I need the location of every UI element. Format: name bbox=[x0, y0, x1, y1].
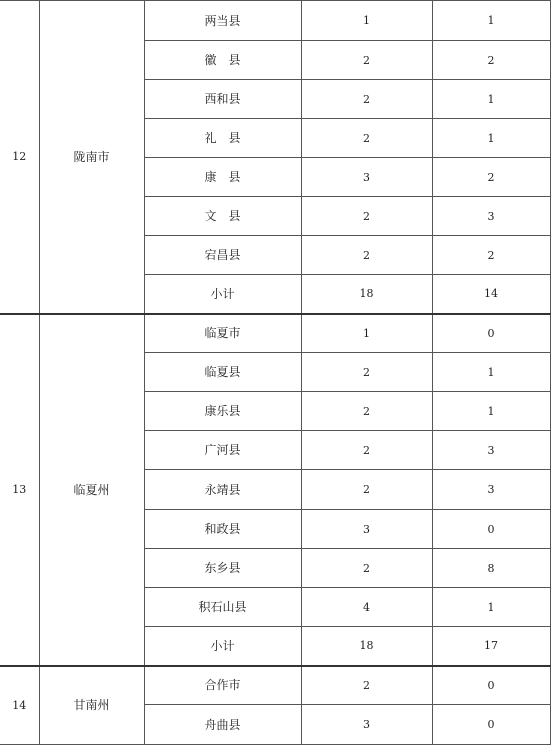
city-name: 陇南市 bbox=[39, 1, 144, 314]
value-b: 1 bbox=[432, 80, 550, 119]
county-name: 文 县 bbox=[144, 197, 301, 236]
value-b: 0 bbox=[432, 705, 550, 745]
value-a: 2 bbox=[301, 353, 432, 392]
value-b: 1 bbox=[432, 119, 550, 158]
value-a: 2 bbox=[301, 119, 432, 158]
value-b: 0 bbox=[432, 314, 550, 353]
value-b: 1 bbox=[432, 392, 550, 431]
county-name: 礼 县 bbox=[144, 119, 301, 158]
value-b: 2 bbox=[432, 41, 550, 80]
county-name: 康 县 bbox=[144, 158, 301, 197]
value-b: 0 bbox=[432, 510, 550, 549]
county-name: 西和县 bbox=[144, 80, 301, 119]
county-name: 临夏县 bbox=[144, 353, 301, 392]
value-b: 14 bbox=[432, 275, 550, 314]
county-name: 合作市 bbox=[144, 666, 301, 705]
county-name: 积石山县 bbox=[144, 588, 301, 627]
city-name: 甘南州 bbox=[39, 666, 144, 745]
value-b: 3 bbox=[432, 470, 550, 510]
county-name: 永靖县 bbox=[144, 470, 301, 510]
value-b: 0 bbox=[432, 666, 550, 705]
county-name: 小计 bbox=[144, 627, 301, 666]
value-a: 2 bbox=[301, 549, 432, 588]
county-name: 东乡县 bbox=[144, 549, 301, 588]
value-a: 3 bbox=[301, 510, 432, 549]
value-a: 4 bbox=[301, 588, 432, 627]
value-a: 2 bbox=[301, 470, 432, 510]
group-index: 13 bbox=[0, 314, 39, 666]
value-a: 18 bbox=[301, 275, 432, 314]
table-body bbox=[0, 1, 550, 745]
county-name: 康乐县 bbox=[144, 392, 301, 431]
value-b: 1 bbox=[432, 588, 550, 627]
value-a: 18 bbox=[301, 627, 432, 666]
table-row bbox=[0, 1, 550, 41]
value-a: 3 bbox=[301, 158, 432, 197]
county-name: 和政县 bbox=[144, 510, 301, 549]
table-row bbox=[0, 666, 550, 705]
county-name: 临夏市 bbox=[144, 314, 301, 353]
county-name: 宕昌县 bbox=[144, 236, 301, 275]
value-a: 2 bbox=[301, 41, 432, 80]
value-a: 2 bbox=[301, 431, 432, 470]
value-b: 3 bbox=[432, 197, 550, 236]
value-b: 1 bbox=[432, 1, 550, 41]
county-name: 徽 县 bbox=[144, 41, 301, 80]
table-row bbox=[0, 314, 550, 353]
value-a: 2 bbox=[301, 666, 432, 705]
county-name: 舟曲县 bbox=[144, 705, 301, 745]
value-a: 2 bbox=[301, 197, 432, 236]
value-b: 1 bbox=[432, 353, 550, 392]
value-a: 2 bbox=[301, 80, 432, 119]
group-index: 12 bbox=[0, 1, 39, 314]
value-a: 1 bbox=[301, 1, 432, 41]
value-b: 17 bbox=[432, 627, 550, 666]
city-name: 临夏州 bbox=[39, 314, 144, 666]
county-name: 广河县 bbox=[144, 431, 301, 470]
group-index: 14 bbox=[0, 666, 39, 745]
value-a: 2 bbox=[301, 236, 432, 275]
county-name: 小计 bbox=[144, 275, 301, 314]
value-a: 2 bbox=[301, 392, 432, 431]
value-a: 1 bbox=[301, 314, 432, 353]
value-b: 8 bbox=[432, 549, 550, 588]
value-b: 2 bbox=[432, 236, 550, 275]
value-a: 3 bbox=[301, 705, 432, 745]
value-b: 2 bbox=[432, 158, 550, 197]
county-name: 两当县 bbox=[144, 1, 301, 41]
value-b: 3 bbox=[432, 431, 550, 470]
